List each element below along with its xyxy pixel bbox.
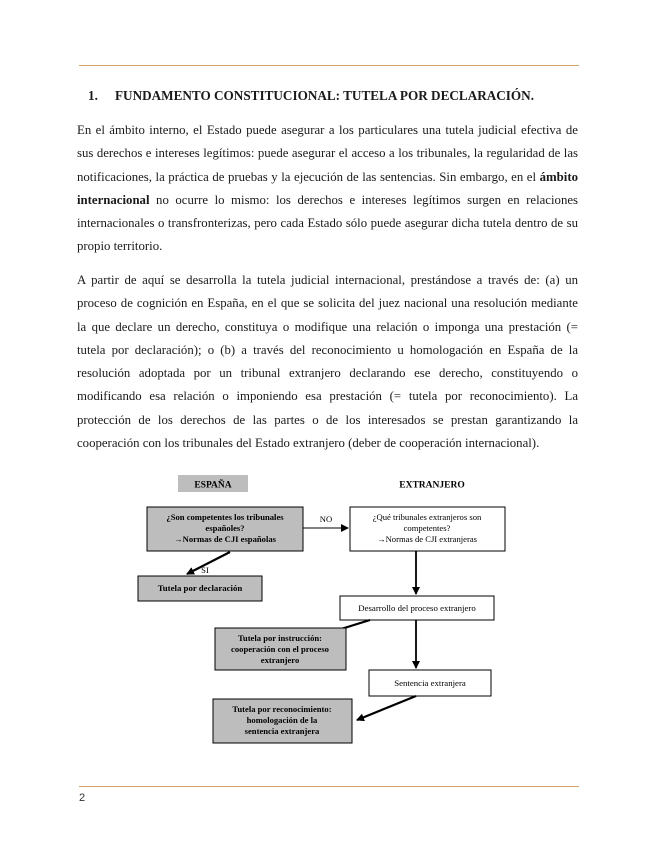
paragraph-1-text-end: no ocurre lo mismo: los derechos e intereses legítimos surgen en relaciones internacionales o transfronterizas, pero cada Estado sólo puede asegurar dicha tutela dentro de su propio territorio.	[77, 192, 578, 254]
tutela-declaracion-label: Tutela por declaración	[157, 583, 243, 593]
tutela-instruccion-line-2: cooperación con el proceso	[231, 644, 329, 654]
label-no: NO	[319, 514, 333, 524]
foreign-question-line-2: competentes?	[403, 523, 451, 533]
paragraph-1-bold-term: ámbito internacional	[77, 169, 578, 207]
tutela-instruccion-box	[215, 628, 346, 670]
section-title: FUNDAMENTO CONSTITUCIONAL: TUTELA POR DECLARACIÓN.	[115, 88, 534, 103]
footer-rule	[79, 786, 579, 787]
label-si: SI	[201, 565, 209, 575]
foreign-question-line-1: ¿Qué tribunales extranjeros son	[372, 512, 482, 522]
tutela-reconocimiento-line-2: homologación de la	[246, 715, 318, 725]
foreign-question-line-3: →Normas de CJI extranjeras	[377, 534, 477, 544]
paragraph-1-text-start: En el ámbito interno, el Estado puede asegurar a los particulares una tutela judicial efectiva de sus derechos e intereses legítimos: puede asegurar el acceso a los tribunales, la regularidad de las notificaciones, la práctica de pruebas y la ejecución de las sentencias. Sin embargo, en el	[77, 123, 578, 184]
tutela-reconocimiento-line-3: sentencia extranjera	[244, 726, 320, 736]
spain-question-line-1: ¿Son competentes los tribunales	[166, 512, 284, 522]
foreign-competence-box	[350, 507, 505, 551]
tutela-reconocimiento-box	[213, 699, 352, 743]
spain-question-line-2: españoles?	[205, 523, 245, 533]
header-spain-label: ESPAÑA	[194, 480, 232, 491]
header-foreign-label: EXTRANJERO	[399, 480, 465, 491]
spain-question-line-3: →Normas de CJI españolas	[174, 534, 276, 544]
tutela-reconocimiento-line-1: Tutela por reconocimiento:	[232, 704, 332, 714]
tutela-instruccion-line-1: Tutela por instrucción:	[237, 633, 323, 643]
page-number: 2	[79, 792, 86, 804]
paragraph-tutela-internacional: A partir de aquí se desarrolla la tutela judicial internacional, prestándose a través de: (a) un proceso de cognición en España, en el que se solicita del juez nacional una resolución mediante la que declare un derecho, constituya o modifique una relación o imponga una prestación (= tutela por declaración); o (b) a través del reconocimiento u homologación en España de la resolución adoptada por un tribunal extranjero declarando ese derecho, constituyendo o modificando esa relación o imponiendo esa prestación (= tutela por reconocimiento). La protección de los derechos de las partes o de los interesados se prestan garantizando la cooperación con los tribunales del Estado extranjero (deber de cooperación internacional).	[77, 273, 578, 451]
sentencia-extranjera-box	[369, 670, 491, 696]
tutela-declaracion-box	[138, 576, 262, 601]
arrow-to-reconocimiento	[357, 696, 416, 720]
spain-competence-box	[147, 507, 303, 551]
desarrollo-proceso-label: Desarrollo del proceso extranjero	[358, 603, 476, 613]
tutela-instruccion-line-3: extranjero	[260, 655, 300, 665]
section-number: 1.	[88, 88, 98, 103]
header-spain-box	[178, 475, 248, 492]
sentencia-extranjera-label: Sentencia extranjera	[394, 678, 466, 688]
desarrollo-proceso-box	[340, 596, 494, 620]
